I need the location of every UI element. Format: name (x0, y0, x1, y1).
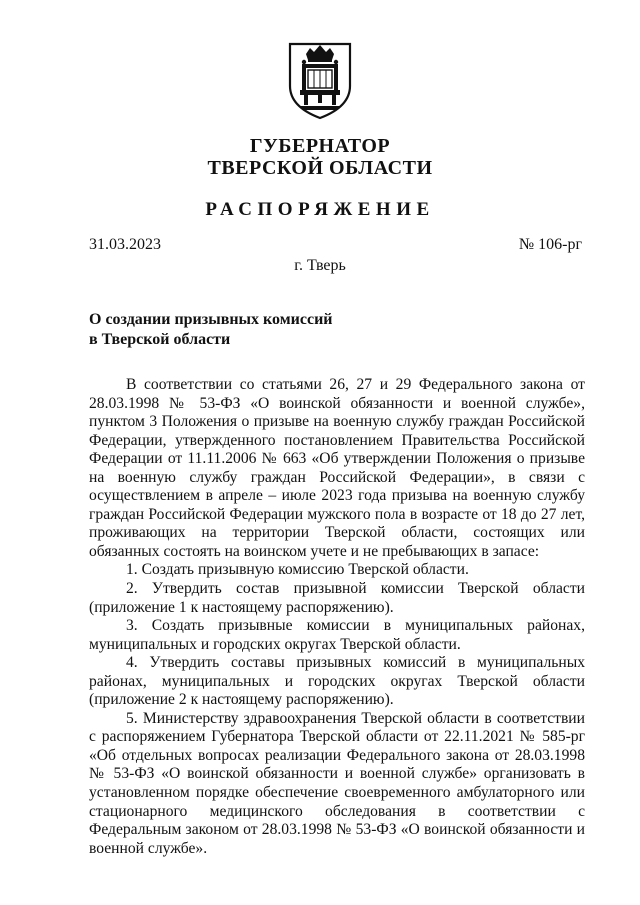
body-paragraph: 3. Создать призывные комиссии в муниципальных районах, муниципальных и городских округах Тверской области. (89, 617, 585, 653)
org-title-line1: ГУБЕРНАТОР (249, 135, 391, 157)
document-body (89, 376, 585, 858)
document-city: г. Тверь (294, 257, 346, 274)
document-type: РАСПОРЯЖЕНИЕ (205, 199, 435, 220)
body-paragraph: 4. Утвердить составы призывных комиссий в муниципальных районах, муниципальных и городских округах Тверской области (приложение 2 к настоящему распоряжению). (89, 654, 585, 709)
document-date: 31.03.2023 (89, 236, 161, 253)
body-paragraph: 5. Министерству здравоохранения Тверской области в соответствии с распоряжением Губернатора Тверской области от 22.11.2021 № 585-рг «Об отдельных вопросах реализации Федерального закона от 28.03.1998 № 53-ФЗ «О воинской обязанности и военной службе» организовать в установленном порядке обеспечение своевременного амбулаторного или стационарного медицинского обследования в соответствии с Федеральным законом от 28.03.1998 № 53-ФЗ «О воинской обязанности и военной службе». (89, 709, 585, 857)
subject-line1: О создании призывных комиссий (89, 311, 333, 328)
org-title-line2: ТВЕРСКОЙ ОБЛАСТИ (207, 157, 433, 179)
document-subject (89, 310, 333, 350)
body-paragraph: В соответствии со статьями 26, 27 и 29 Федерального закона от 28.03.1998 № 53-ФЗ «О воинской обязанности и военной службе», пунктом 3 Положения о призыве на военную службу граждан Российской Федерации, утвержденного постановлением Правительства Российской Федерации от 11.11.2006 № 663 «Об утверждении Положения о призыве на военную службу граждан Российской Федерации», в связи с осуществлением в апреле – июле 2023 года призыва на военную службу граждан Российской Федерации мужского пола в возрасте от 18 до 27 лет, проживающих на территории Тверской области, состоящих или обязанных состоять на воинском учете и не пребывающих в запасе: (89, 376, 585, 560)
tver-coat-of-arms-icon (286, 40, 354, 120)
body-paragraph: 1. Создать призывную комиссию Тверской области. (126, 561, 469, 579)
subject-line2: в Тверской области (89, 331, 231, 348)
body-paragraph: 2. Утвердить состав призывной комиссии Тверской области (приложение 1 к настоящему распоряжению). (89, 580, 585, 616)
document-number: № 106-рг (518, 236, 582, 253)
